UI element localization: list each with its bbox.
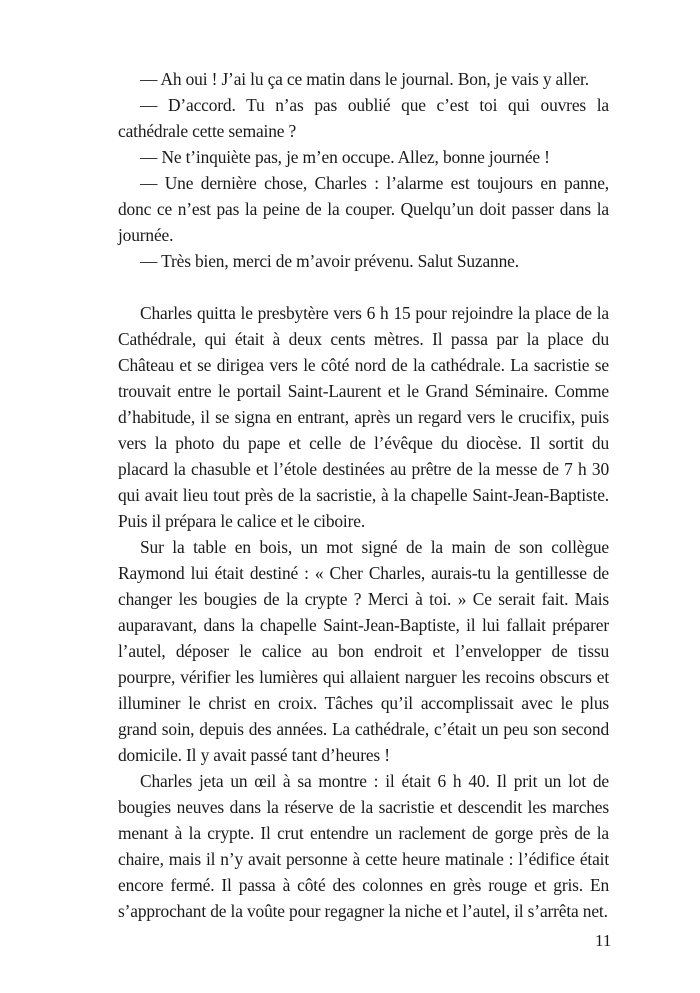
dialogue-line-3: — Ne t’inquiète pas, je m’en occupe. Allez, bonne journée ! (140, 147, 550, 167)
page-number: 11 (595, 931, 612, 950)
dialogue-line-2: — D’accord. Tu n’as pas oublié que c’est toi qui ouvres la cathédrale cette semaine ? (118, 95, 609, 141)
dialogue-line-1: — Ah oui ! J’ai lu ça ce matin dans le journal. Bon, je vais y aller. (140, 69, 589, 89)
narrative-paragraph-3: Charles jeta un œil à sa montre : il était 6 h 40. Il prit un lot de bougies neuves dans la réserve de la sacristie et descendit les marches menant à la crypte. Il crut entendre un raclement de gorge près de la chaire, mais il n’y avait personne à cette heure matinale : l’édifice était encore fermé. Il passa à côté des colonnes en grès rouge et gris. En s’approchant de la voûte pour regagner la niche et l’autel, il s’arrêta net. (118, 771, 609, 921)
dialogue-line-4: — Une dernière chose, Charles : l’alarme est toujours en panne, donc ce n’est pas la peine de la couper. Quelqu’un doit passer dans la journée. (118, 173, 609, 245)
narrative-paragraph-1: Charles quitta le presbytère vers 6 h 15 pour rejoindre la place de la Cathédrale, qui était à deux cents mètres. Il passa par la place du Château et se dirigea vers le côté nord de la cathédrale. La sacristie se trouvait entre le portail Saint-Laurent et le Grand Séminaire. Comme d’habitude, il se signa en entrant, après un regard vers le crucifix, puis vers la photo du pape et celle de l’évêque du diocèse. Il sortit du placard la chasuble et l’étole destinées au prêtre de la messe de 7 h 30 qui avait lieu tout près de la sacristie, à la chapelle Saint-Jean-Baptiste. Puis il prépara le calice et le ciboire. (118, 303, 609, 531)
paragraph-break (118, 274, 609, 300)
dialogue-line-5: — Très bien, merci de m’avoir prévenu. Salut Suzanne. (140, 251, 519, 271)
narrative-paragraph-2: Sur la table en bois, un mot signé de la main de son collègue Raymond lui était destiné : « Cher Charles, aurais-tu la gentillesse de changer les bougies de la crypte ? Merci à toi. » Ce serait fait. Mais auparavant, dans la chapelle Saint-Jean-Baptiste, il lui fallait préparer l’autel, déposer le calice au bon endroit et l’envelopper de tissu pourpre, vérifier les lumières qui allaient narguer les recoins obscurs et illuminer le christ en croix. Tâches qu’il accomplissait avec le plus grand soin, depuis des années. La cathédrale, c’était un peu son second domicile. Il y avait passé tant d’heures ! (118, 537, 609, 765)
book-page-text (118, 66, 609, 924)
